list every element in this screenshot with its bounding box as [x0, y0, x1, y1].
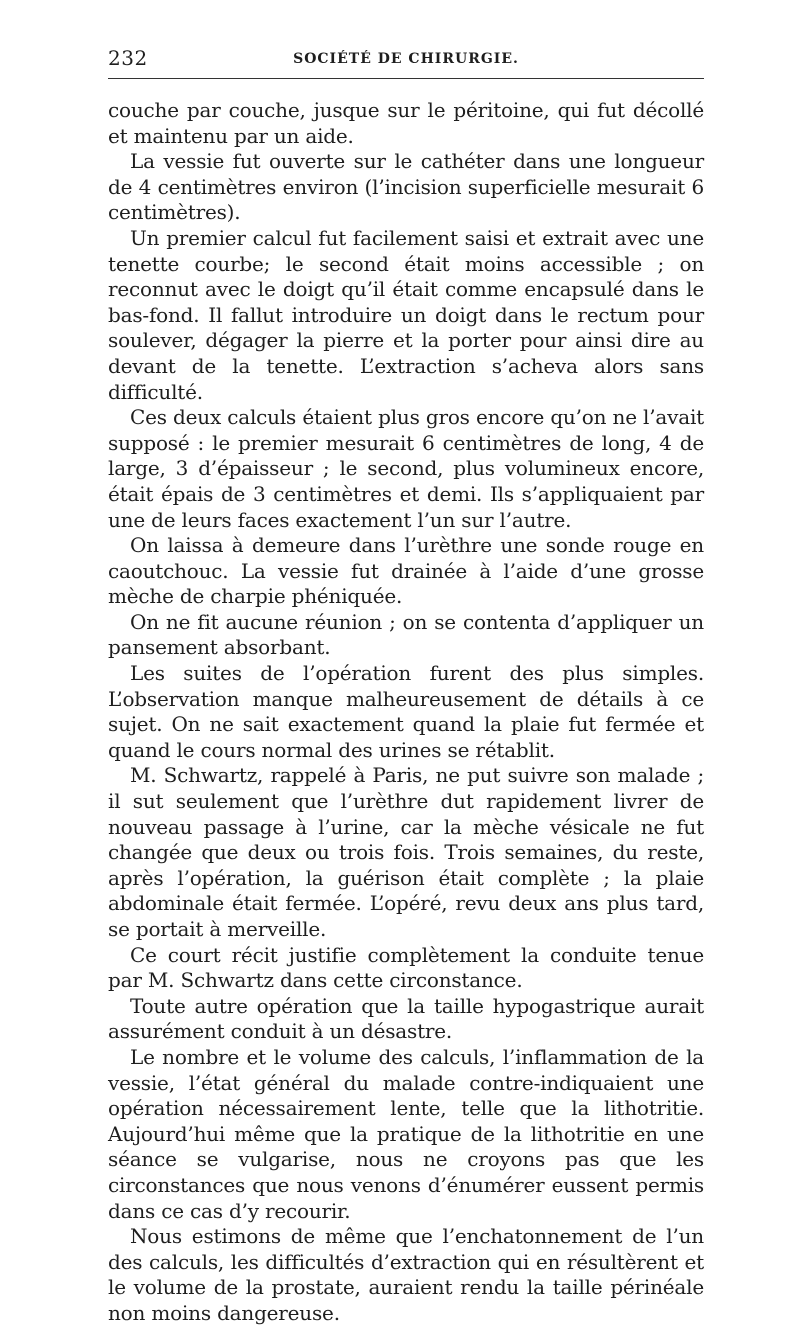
paragraph: Nous estimons de même que l’enchatonnement de l’un des calculs, les difficultés d’extraction qui en résultèrent et le volume de la prostate, auraient rendu la taille périnéale non moins dangereuse. [108, 1224, 704, 1325]
paragraph: couche par couche, jusque sur le péritoine, qui fut décollé et maintenu par un aide. [108, 98, 704, 148]
paragraph: On laissa à demeure dans l’urèthre une sonde rouge en caoutchouc. La vessie fut drainée à l’aide d’une grosse mèche de charpie phéniquée. [108, 533, 704, 609]
paragraph: Un premier calcul fut facilement saisi et extrait avec une tenette courbe; le second était moins accessible ; on reconnut avec le doigt qu’il était comme encapsulé dans le bas-fond. Il fallut introduire un doigt dans le rectum pour soulever, dégager la pierre et la porter pour ainsi dire au devant de la tenette. L’extraction s’acheva alors sans difficulté. [108, 225, 704, 404]
paragraph: Ce court récit justifie complètement la conduite tenue par M. Schwartz dans cette circonstance. [108, 942, 704, 993]
paragraph: Le nombre et le volume des calculs, l’inflammation de la vessie, l’état général du malade contre-indiquaient une opération nécessairement lente, telle que la lithotritie. Aujourd’hui même que la pratique de la lithotritie en une séance se vulgarise, nous ne croyons pas que les circonstances que nous venons d’énumérer eussent permis dans ce cas d’y recourir. [108, 1044, 704, 1223]
paragraph: La vessie fut ouverte sur le cathéter dans une longueur de 4 centimètres environ (l’incision superficielle mesurait 6 centimètres). [108, 149, 704, 225]
paragraph: On ne fit aucune réunion ; on se contenta d’appliquer un pansement absorbant. [108, 609, 704, 660]
paragraph: Ces deux calculs étaient plus gros encore qu’on ne l’avait supposé : le premier mesurait 6 centimètres de long, 4 de large, 3 d’épaisseur ; le second, plus volumineux encore, était épais de 3 centimètres et demi. Ils s’appliquaient par une de leurs faces exactement l’un sur l’autre. [108, 405, 704, 532]
paragraph: M. Schwartz, rappelé à Paris, ne put suivre son malade ; il sut seulement que l’urèthre dut rapidement livrer de nouveau passage à l’urine, car la mèche vésicale ne fut changée que deux ou trois fois. Trois semaines, du reste, après l’opération, la guérison était complète ; la plaie abdominale était fermée. L’opéré, revu deux ans plus tard, se portait à merveille. [108, 763, 704, 941]
paragraph: Toute autre opération que la taille hypogastrique aurait assurément conduit à un désastre. [108, 993, 704, 1044]
body-text [108, 98, 704, 1327]
page-number: 232 [108, 46, 148, 70]
running-title: SOCIÉTÉ DE CHIRURGIE. [293, 51, 519, 67]
page-header [108, 42, 704, 72]
header-rule [108, 78, 704, 79]
paragraph: Les suites de l’opération furent des plus simples. L’observation manque malheureusement de détails à ce sujet. On ne sait exactement quand la plaie fut fermée et quand le cours normal des urines se rétablit. [108, 661, 704, 762]
